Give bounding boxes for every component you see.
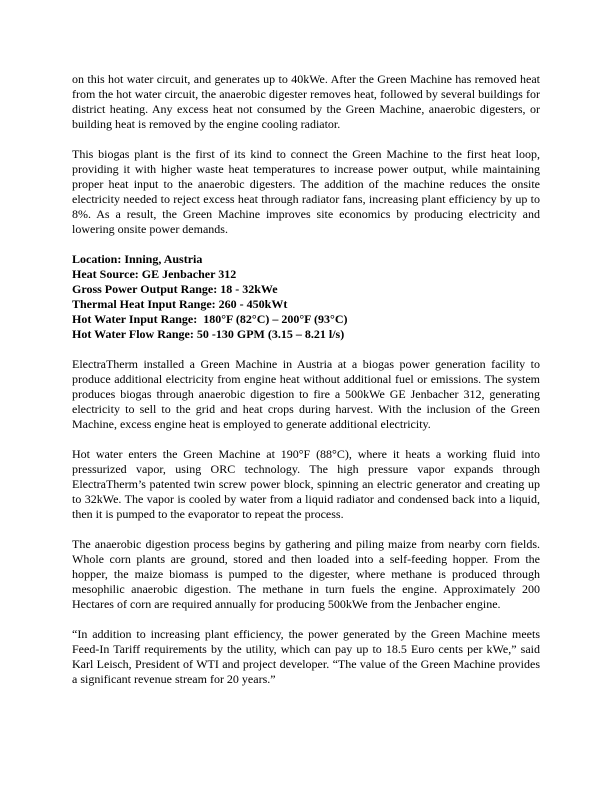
paragraph-electratherm-installed: ElectraTherm installed a Green Machine in Austria at a biogas power generation facility to produce additional electricity from engine heat without additional fuel or emissions. The system produces biogas through anaerobic digestion to fire a 500kWe GE Jenbacher 312, generating electricity to sell to the grid and heat crops during harvest. With the inclusion of the Green Machine, excess engine heat is employed to generate additional electricity.: [72, 357, 540, 431]
spec-block: [72, 252, 540, 342]
paragraph-hot-water-circuit: on this hot water circuit, and generates up to 40kWe. After the Green Machine has removed heat from the hot water circuit, the anaerobic digester removes heat, followed by several buildings for district heating. Any excess heat not consumed by the Green Machine, anaerobic digesters, or building heat is removed by the engine cooling radiator.: [72, 72, 540, 131]
spec-line-hot-water-flow: Hot Water Flow Range: 50 -130 GPM (3.15 – 8.21 l/s): [72, 327, 345, 341]
spec-line-location: Location: Inning, Austria: [72, 252, 203, 266]
paragraph-quote-karl-leisch: “In addition to increasing plant efficiency, the power generated by the Green Machine meets Feed-In Tariff requirements by the utility, which can pay up to 18.5 Euro cents per kWe,” said Karl Leisch, President of WTI and project developer. “The value of the Green Machine provides a significant revenue stream for 20 years.”: [72, 627, 540, 686]
paragraph-biogas-plant-first: This biogas plant is the first of its kind to connect the Green Machine to the first heat loop, providing it with higher waste heat temperatures to increase power output, while maintaining proper heat input to the anaerobic digesters. The addition of the machine reduces the onsite electricity needed to reject excess heat through radiator fans, increasing plant efficiency by up to 8%. As a result, the Green Machine improves site economics by producing electricity and lowering onsite power demands.: [72, 147, 540, 236]
spec-line-heat-source: Heat Source: GE Jenbacher 312: [72, 267, 237, 281]
spec-line-gross-power-output: Gross Power Output Range: 18 - 32kWe: [72, 282, 278, 296]
spec-line-hot-water-input: Hot Water Input Range: 180°F (82°C) – 200°F (93°C): [72, 312, 348, 326]
paragraph-hot-water-enters: Hot water enters the Green Machine at 190°F (88°C), where it heats a working fluid into pressurized vapor, using ORC technology. The high pressure vapor expands through ElectraTherm’s patented twin screw power block, spinning an electric generator and creating up to 32kWe. The vapor is cooled by water from a liquid radiator and condensed back into a liquid, then it is pumped to the evaporator to repeat the process.: [72, 447, 540, 521]
spec-line-thermal-heat-input: Thermal Heat Input Range: 260 - 450kWt: [72, 297, 288, 311]
paragraph-anaerobic-digestion: The anaerobic digestion process begins by gathering and piling maize from nearby corn fields. Whole corn plants are ground, stored and then loaded into a self-feeding hopper. From the hopper, the maize biomass is pumped to the digester, where methane is produced through mesophilic anaerobic digestion. The methane in turn fuels the engine. Approximately 200 Hectares of corn are required annually for producing 500kWe from the Jenbacher engine.: [72, 537, 540, 611]
